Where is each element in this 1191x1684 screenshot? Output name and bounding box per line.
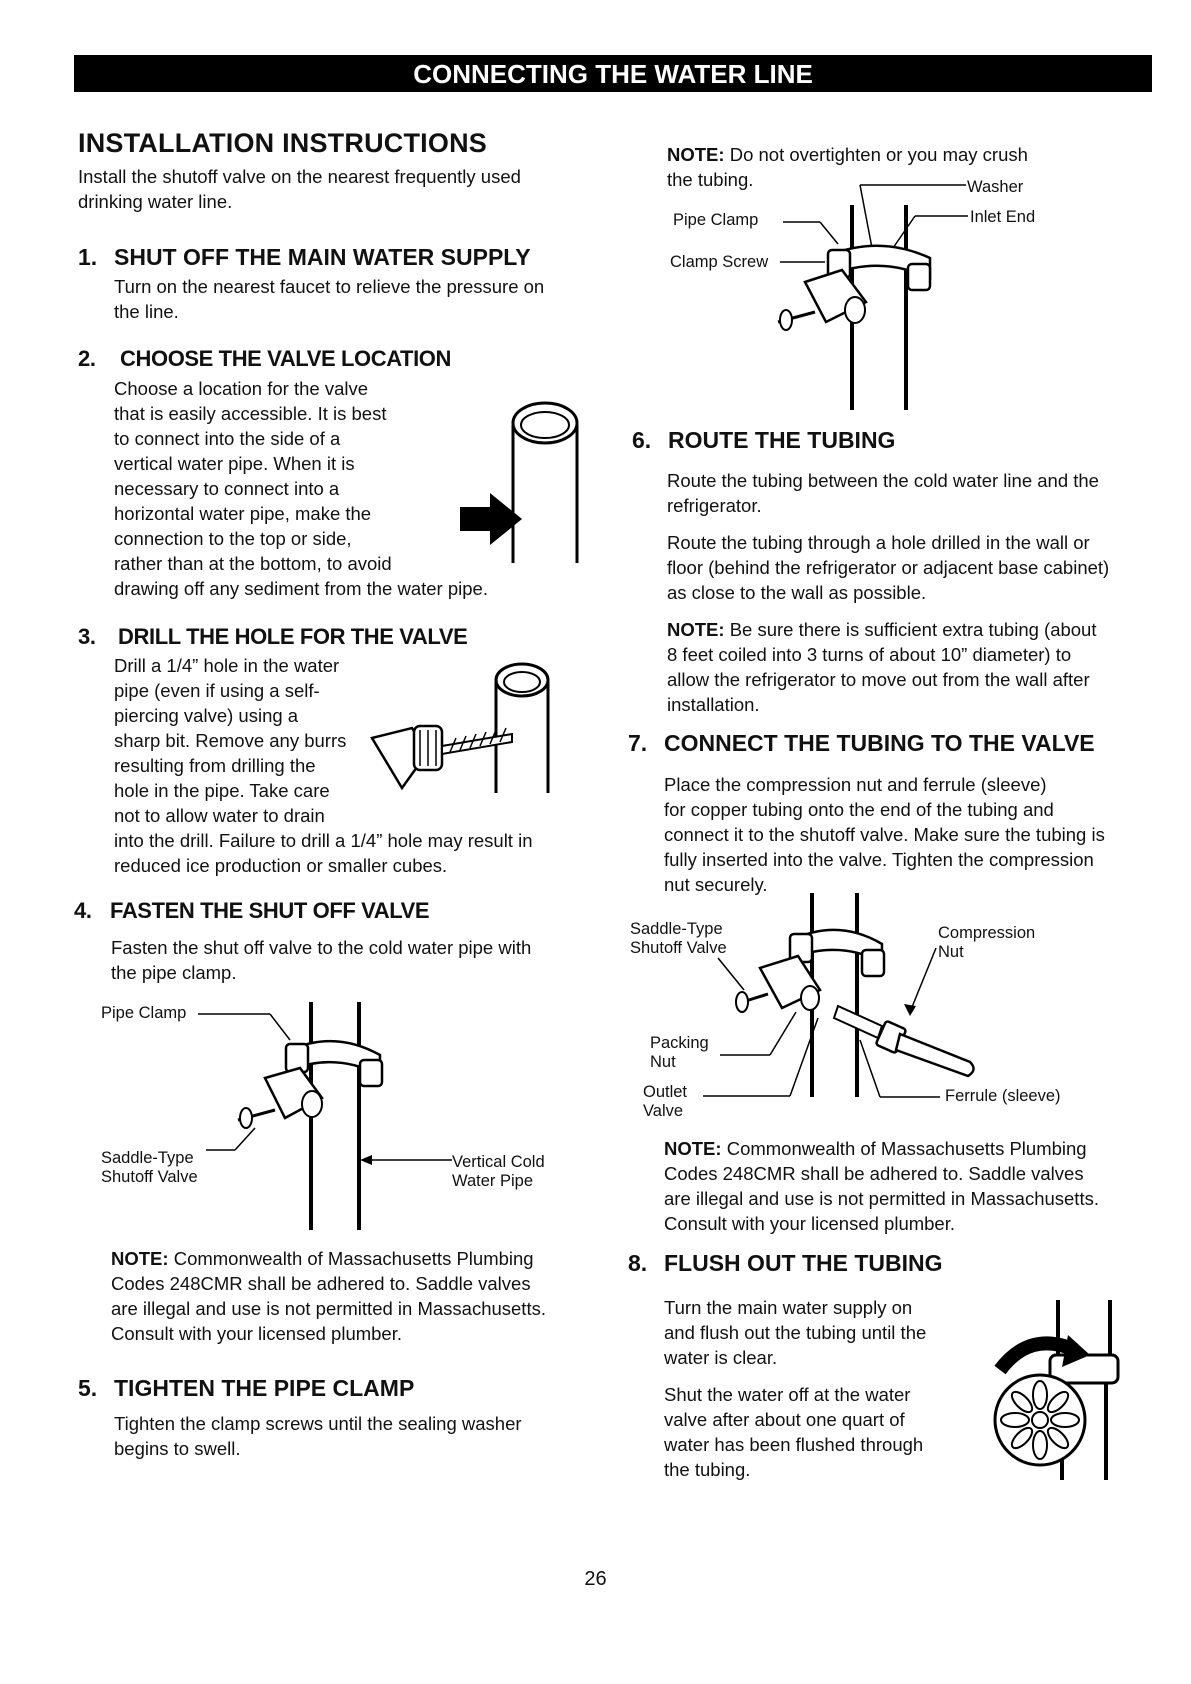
step-3-heading: 3. DRILL THE HOLE FOR THE VALVE [78, 624, 468, 649]
vertical-pipe-arrow-illustration [460, 395, 590, 565]
step-8-text-2: Shut the water off at the water valve after about one quart of water has been flushed through the tubing. [664, 1384, 924, 1480]
drill-bit-illustration [372, 658, 552, 798]
step-4-text: Fasten the shut off valve to the cold water pipe with the pipe clamp. [111, 937, 532, 983]
label-outlet-valve: Outlet Valve [643, 1083, 688, 1120]
page-banner: CONNECTING THE WATER LINE [74, 55, 1152, 92]
intro-text: Install the shutoff valve on the nearest frequently used drinking water line. [78, 166, 521, 212]
label-vertical-pipe: Vertical Cold Water Pipe [452, 1153, 545, 1190]
step-7-note: NOTE: Commonwealth of Massachusetts Plumbing Codes 248CMR shall be adhered to. Saddle valves are illegal and use is not permitted in Massachusetts. Consult with your licensed plumber. [664, 1138, 1099, 1234]
step-6-heading: 6. ROUTE THE TUBING [632, 427, 896, 453]
step-8-heading: 8. FLUSH OUT THE TUBING [628, 1250, 943, 1276]
label-washer: Washer [967, 178, 1024, 196]
label-saddle-valve: Saddle-Type Shutoff Valve [101, 1149, 198, 1186]
label-saddle-valve-right: Saddle-Type Shutoff Valve [630, 920, 727, 957]
step-7-heading: 7. CONNECT THE TUBING TO THE VALVE [628, 730, 1095, 756]
label-packing-nut: Packing Nut [650, 1034, 709, 1071]
label-pipe-clamp: Pipe Clamp [101, 1004, 187, 1022]
step-1-text: Turn on the nearest faucet to relieve the pressure on the line. [114, 276, 545, 322]
step-1-heading: 1. SHUT OFF THE MAIN WATER SUPPLY [78, 244, 531, 270]
step-2-heading: 2. CHOOSE THE VALVE LOCATION [78, 346, 452, 371]
label-clamp-screw: Clamp Screw [670, 253, 769, 271]
water-valve-handle-illustration [980, 1295, 1150, 1485]
overtighten-note: NOTE: Do not overtighten or you may crush the tubing. [667, 144, 1028, 190]
step-6-note: NOTE: Be sure there is sufficient extra tubing (about 8 feet coiled into 3 turns of about 10” diameter) to allow the refrigerator to move out from the wall after installation. [667, 619, 1097, 715]
step-8-text-1: Turn the main water supply on and flush out the tubing until the water is clear. [664, 1297, 927, 1368]
page-number: 26 [584, 1568, 607, 1590]
step-4-heading: 4. FASTEN THE SHUT OFF VALVE [74, 898, 430, 923]
step-6-text-1: Route the tubing between the cold water line and the refrigerator. [667, 470, 1099, 516]
section-title: INSTALLATION INSTRUCTIONS [78, 128, 487, 158]
compression-fitting-illustration [0, 0, 1, 1]
step-6-text-2: Route the tubing through a hole drilled in the wall or floor (behind the refrigerator or adjacent base cabinet) as close to the wall as possible. [667, 532, 1110, 603]
step-4-note: NOTE: Commonwealth of Massachusetts Plumbing Codes 248CMR shall be adhered to. Saddle valves are illegal and use is not permitted in Massachusetts. Consult with your licensed plumber. [111, 1248, 546, 1344]
label-compression-nut: Compression Nut [938, 924, 1036, 961]
label-ferrule: Ferrule (sleeve) [945, 1087, 1061, 1105]
label-inlet-end: Inlet End [970, 208, 1036, 226]
step-7-text: Place the compression nut and ferrule (sleeve) for copper tubing onto the end of the tubing and connect it to the shutoff valve. Make sure the tubing is fully inserted into the valve. Tighten the compression nut securely. [664, 774, 1105, 895]
step-5-text: Tighten the clamp screws until the sealing washer begins to swell. [114, 1413, 522, 1459]
step-2-text: Choose a location for the valve that is easily accessible. It is best to connect into the side of a vertical water pipe. When it is necessary to connect into a horizontal water pipe, make the connection to the top or side, rather than at the bottom, to avoid drawing off any sediment from the water pipe. [114, 378, 488, 599]
step-3-text: Drill a 1/4” hole in the water pipe (even if using a self- piercing valve) using a sharp bit. Remove any burrs resulting from drilling the hole in the pipe. Take care not to allow water to drain into the drill. Failure to drill a 1/4” hole may result in reduced ice production or smaller cubes. [114, 655, 533, 876]
label-pipe-clamp-top: Pipe Clamp [673, 211, 759, 229]
step-5-heading: 5. TIGHTEN THE PIPE CLAMP [78, 1375, 415, 1401]
